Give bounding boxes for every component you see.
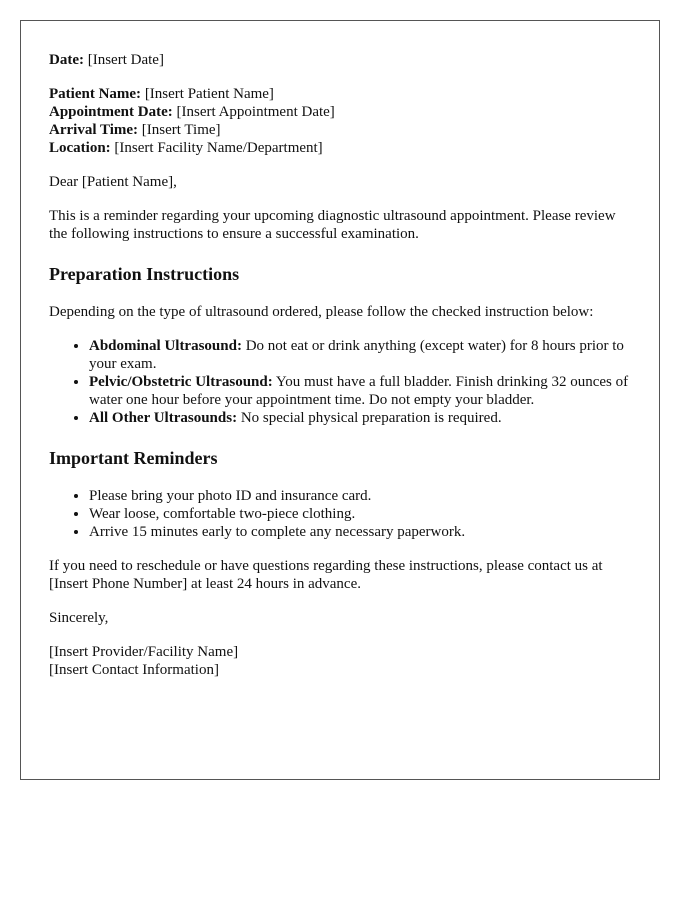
appointment-details bbox=[49, 85, 631, 157]
list-item-label: Pelvic/Obstetric Ultrasound: bbox=[89, 374, 273, 390]
patient-name-line bbox=[49, 85, 631, 103]
preparation-lead: Depending on the type of ultrasound ordered, please follow the checked instruction below: bbox=[49, 304, 594, 320]
intro-paragraph: This is a reminder regarding your upcoming diagnostic ultrasound appointment. Please review the following instructions to ensure a successful examination. bbox=[49, 208, 616, 242]
preparation-list bbox=[49, 337, 631, 427]
list-item bbox=[89, 337, 631, 373]
salutation: Dear [Patient Name], bbox=[49, 174, 177, 190]
list-item: • Please bring your photo ID and insurance card. bbox=[89, 487, 631, 505]
location-line bbox=[49, 139, 631, 157]
list-item-text: You must have a full bladder. Finish drinking 32 ounces of water one hour before your appointment time. Do not empty your bladder. bbox=[89, 374, 629, 408]
patient-name-label: Patient Name: bbox=[49, 86, 142, 102]
reminders-list bbox=[49, 487, 631, 541]
appointment-date-value: [Insert Appointment Date] bbox=[176, 104, 335, 120]
appointment-date-line bbox=[49, 103, 631, 121]
list-item: • Wear loose, comfortable two-piece clothing. bbox=[89, 505, 631, 523]
arrival-time-line bbox=[49, 121, 631, 139]
list-item-text: No special physical preparation is required. bbox=[237, 410, 502, 426]
date-label: Date: bbox=[49, 52, 84, 68]
list-item bbox=[89, 373, 631, 409]
signature-block bbox=[49, 643, 631, 679]
closing-paragraph: If you need to reschedule or have questions regarding these instructions, please contact us at [Insert Phone Number] at least 24 hours in advance. bbox=[49, 558, 603, 592]
location-label: Location: bbox=[49, 140, 111, 156]
signature-contact: [Insert Contact Information] bbox=[49, 662, 219, 678]
letter-document bbox=[20, 20, 660, 780]
reminders-heading: Important Reminders bbox=[49, 448, 218, 468]
list-item-label: Abdominal Ultrasound: bbox=[89, 338, 242, 354]
location-value: [Insert Facility Name/Department] bbox=[114, 140, 323, 156]
list-item-text: Do not eat or drink anything (except water) for 8 hours prior to your exam. bbox=[89, 338, 624, 372]
appointment-date-label: Appointment Date: bbox=[49, 104, 173, 120]
date-value: [Insert Date] bbox=[87, 52, 164, 68]
list-item bbox=[89, 409, 631, 427]
preparation-heading: Preparation Instructions bbox=[49, 264, 240, 284]
signoff: Sincerely, bbox=[49, 610, 109, 626]
date-line bbox=[49, 51, 631, 69]
signature-provider: [Insert Provider/Facility Name] bbox=[49, 644, 239, 660]
list-item-label: All Other Ultrasounds: bbox=[89, 410, 238, 426]
list-item: • Arrive 15 minutes early to complete any necessary paperwork. bbox=[89, 523, 631, 541]
arrival-time-label: Arrival Time: bbox=[49, 122, 139, 138]
patient-name-value: [Insert Patient Name] bbox=[144, 86, 274, 102]
arrival-time-value: [Insert Time] bbox=[141, 122, 221, 138]
